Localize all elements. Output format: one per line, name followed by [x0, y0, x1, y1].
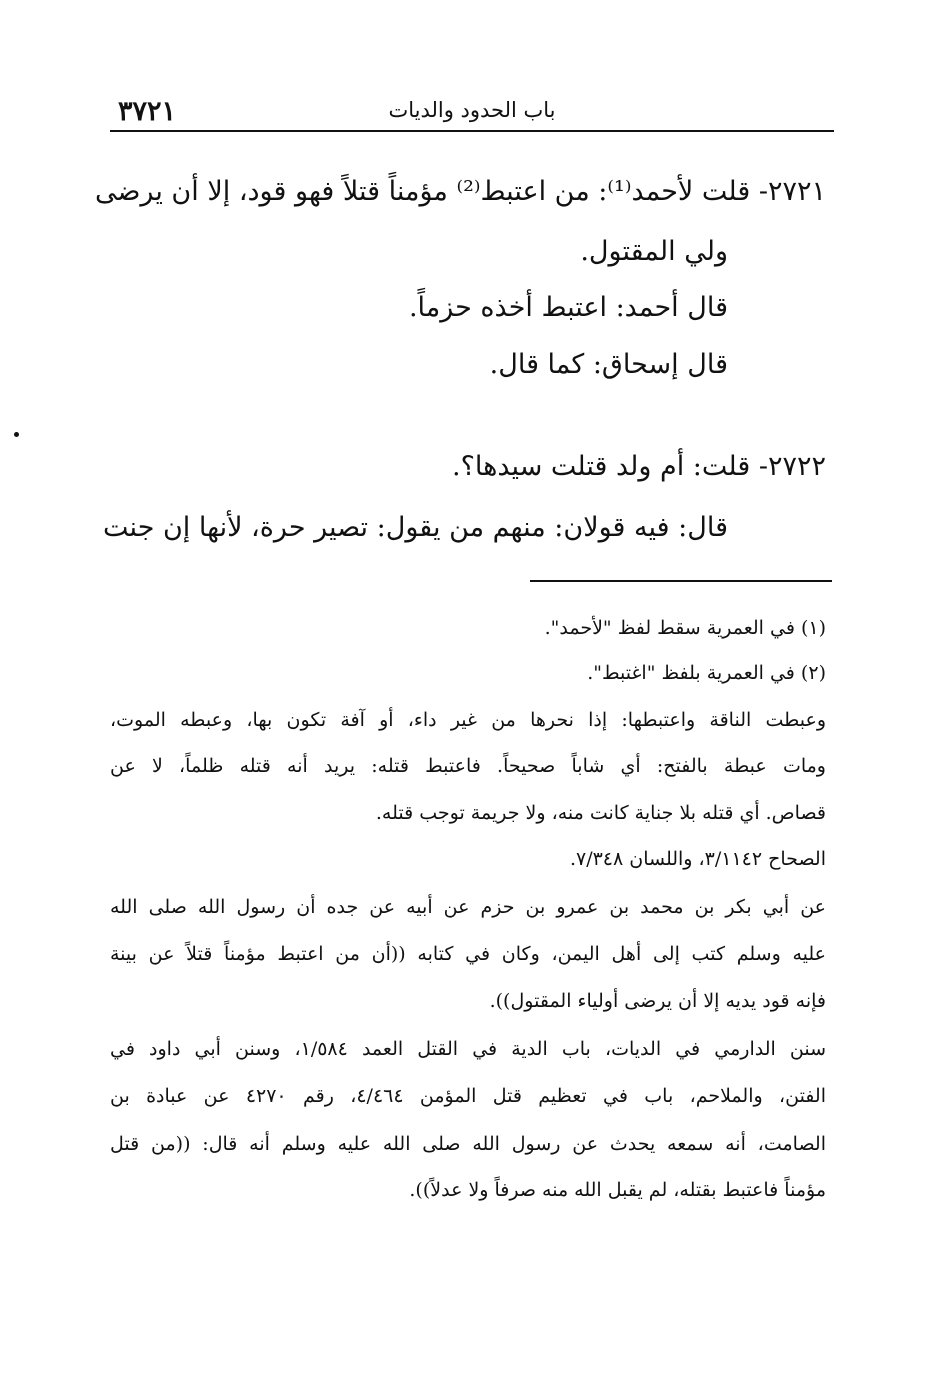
note-b-line-2: عليه وسلم كتب إلى أهل اليمن، وكان في كتابه ((أن من اعتبط مؤمناً قتلاً عن بينة	[110, 943, 826, 965]
note-a-line-2: ومات عبطة بالفتح: أي شاباً صحيحاً. فاعتبط قتله: يريد أنه قتله ظلماً، لا عن	[110, 755, 826, 777]
note-c-line-4: مؤمناً فاعتبط بقتله، لم يقبل الله منه صرفاً ولا عدلاً)).	[409, 1179, 826, 1201]
page-header	[110, 92, 834, 130]
footnote-separator	[530, 580, 832, 582]
page-number: ٣٧٢١	[118, 96, 177, 127]
note-b-line-1: عن أبي بكر بن محمد بن عمرو بن حزم عن أبيه عن جده أن رسول الله صلى الله	[110, 896, 826, 918]
entry-2722-line-1: ٢٧٢٢- قلت: أم ولد قتلت سيدها؟.	[452, 451, 826, 482]
footnote-2: (٢) في العمرية بلفظ "اغتبط".	[587, 662, 826, 684]
entry-2721-line-1: ٢٧٢١- قلت لأحمد⁽¹⁾: من اعتبط⁽²⁾ مؤمناً قتلاً فهو قود، إلا أن يرضى	[95, 176, 826, 207]
entry-2721-line-2: ولي المقتول.	[580, 236, 728, 267]
footnote-1: (١) في العمرية سقط لفظ "لأحمد".	[544, 617, 826, 639]
entry-2722-line-2: قال: فيه قولان: منهم من يقول: تصير حرة، لأنها إن جنت	[103, 512, 728, 543]
margin-speck	[14, 432, 19, 437]
note-b-line-3: فإنه قود يديه إلا أن يرضى أولياء المقتول)).	[489, 990, 826, 1012]
note-a-line-3: قصاص. أي قتله بلا جناية كانت منه، ولا جريمة توجب قتله.	[375, 802, 826, 824]
note-c-line-1: سنن الدارمي في الديات، باب الدية في القتل العمد ١/٥٨٤، وسنن أبي داود في	[110, 1038, 826, 1060]
running-title: باب الحدود والديات	[388, 98, 556, 122]
note-a-line-4: الصحاح ٣/١١٤٢، واللسان ٧/٣٤٨.	[569, 848, 826, 870]
note-c-line-2: الفتن، والملاحم، باب في تعظيم قتل المؤمن ٤/٤٦٤، رقم ٤٢٧٠ عن عبادة بن	[110, 1085, 826, 1107]
entry-2721-line-4: قال إسحاق: كما قال.	[489, 349, 728, 380]
header-rule	[110, 130, 834, 132]
note-c-line-3: الصامت، أنه سمعه يحدث عن رسول الله صلى الله عليه وسلم أنه قال: ((من قتل	[110, 1133, 826, 1155]
note-a-line-1: وعبطت الناقة واعتبطها: إذا نحرها من غير داء، أو آفة تكون بها، وعبطه الموت،	[110, 709, 826, 731]
entry-2721-line-3: قال أحمد: اعتبط أخذه حزماً.	[408, 292, 728, 323]
